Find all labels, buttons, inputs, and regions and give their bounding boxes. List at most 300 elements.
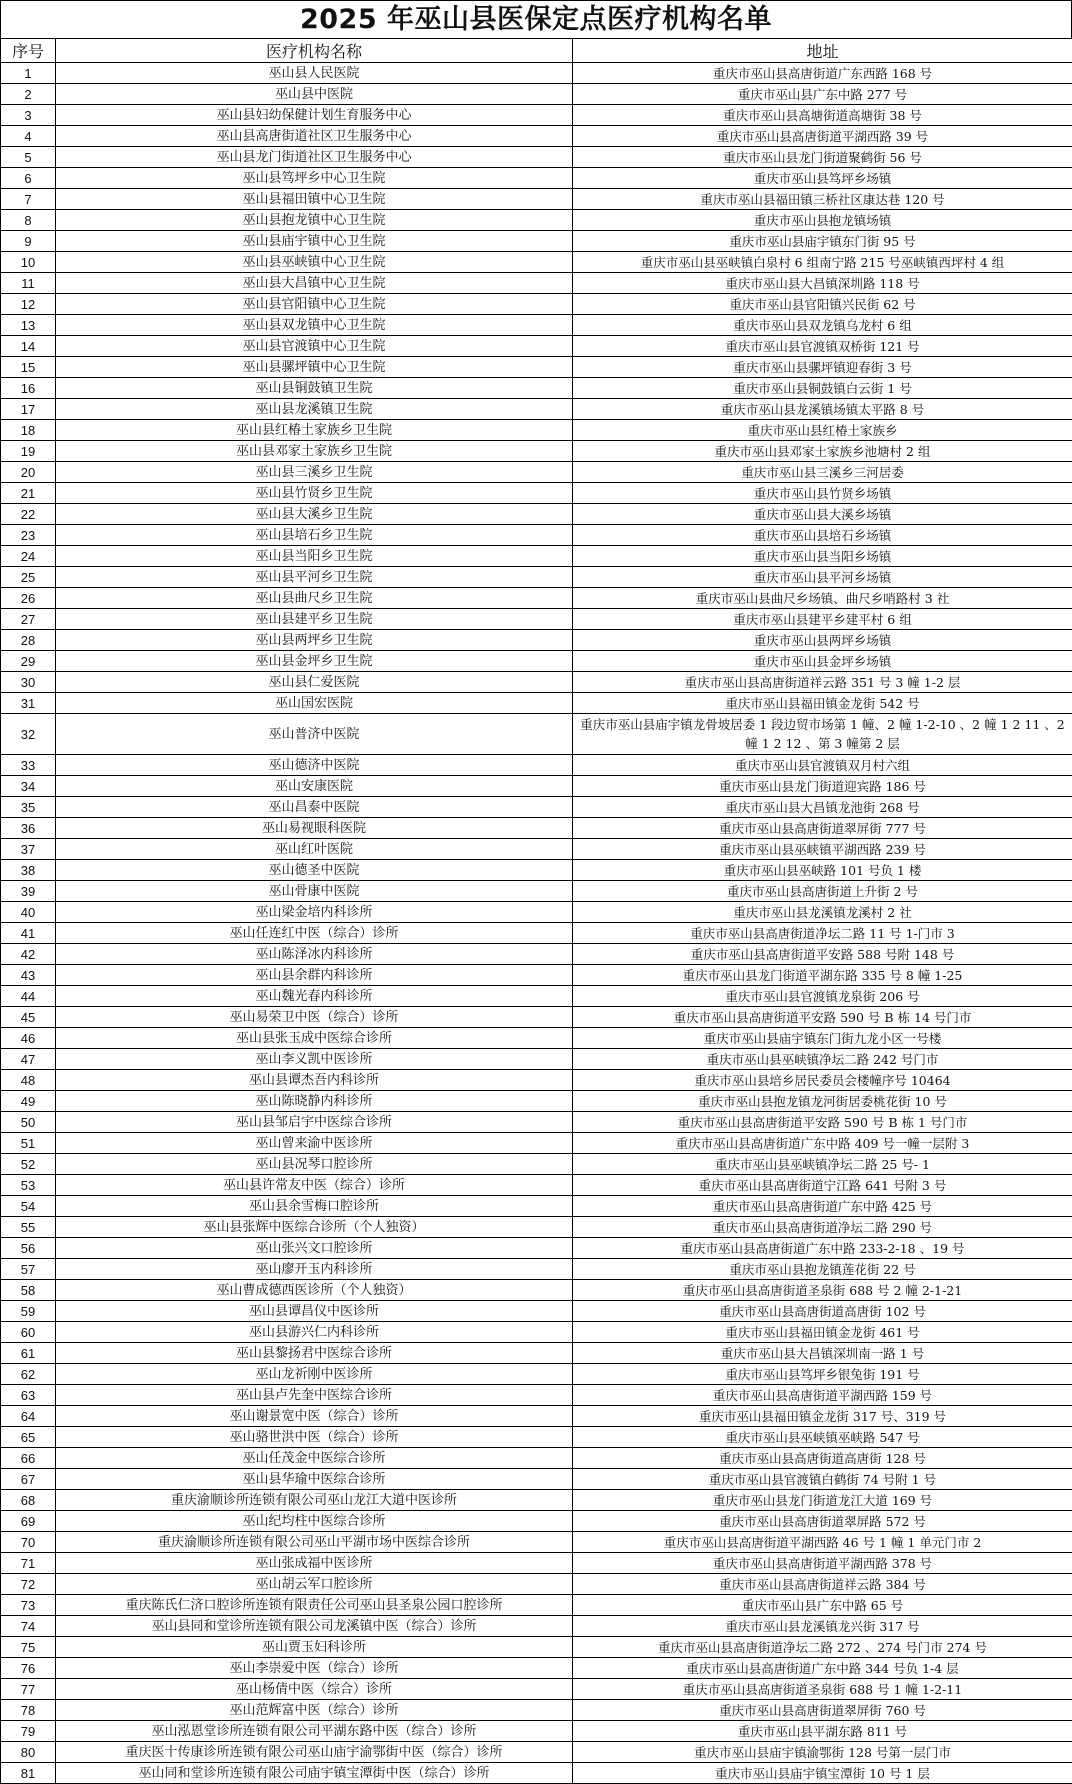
table-row: [1, 902, 1072, 923]
row-institution-name: 巫山县三溪乡卫生院: [56, 462, 573, 483]
row-address: 重庆市巫山县广东中路 277 号: [573, 84, 1072, 105]
row-number: 45: [1, 1007, 56, 1028]
table-row: [1, 483, 1072, 504]
table-row: [1, 1196, 1072, 1217]
row-number: 64: [1, 1406, 56, 1427]
row-number: 38: [1, 860, 56, 881]
table-row: [1, 1217, 1072, 1238]
row-address: 重庆市巫山县高唐街道净坛二路 290 号: [573, 1217, 1072, 1238]
row-address: 重庆市巫山县巫峡镇巫峡路 547 号: [573, 1427, 1072, 1448]
table-row: [1, 1070, 1072, 1091]
row-number: 12: [1, 294, 56, 315]
row-number: 22: [1, 504, 56, 525]
row-number: 1: [1, 63, 56, 84]
table-row: [1, 588, 1072, 609]
row-institution-name: 巫山县卢先奎中医综合诊所: [56, 1385, 573, 1406]
row-number: 66: [1, 1448, 56, 1469]
row-address: 重庆市巫山县龙门街道平湖东路 335 号 8 幢 1-25: [573, 965, 1072, 986]
header-address: 地址: [573, 39, 1072, 63]
row-address: 重庆市巫山县高唐街道广东西路 168 号: [573, 63, 1072, 84]
table-row: [1, 273, 1072, 294]
row-institution-name: 巫山县大溪乡卫生院: [56, 504, 573, 525]
table-row: [1, 1301, 1072, 1322]
row-address: 重庆市巫山县抱龙镇莲花街 22 号: [573, 1259, 1072, 1280]
row-institution-name: 巫山德圣中医院: [56, 860, 573, 881]
table-row: [1, 1406, 1072, 1427]
row-number: 35: [1, 797, 56, 818]
header-name: 医疗机构名称: [56, 39, 573, 63]
row-institution-name: 巫山贾玉妇科诊所: [56, 1637, 573, 1658]
row-number: 79: [1, 1721, 56, 1742]
row-institution-name: 重庆渝顺诊所连锁有限公司巫山龙江大道中医诊所: [56, 1490, 573, 1511]
table-row: [1, 1553, 1072, 1574]
row-address: 重庆市巫山县福田镇三桥社区康达巷 120 号: [573, 189, 1072, 210]
row-address: 重庆市巫山县官渡镇龙泉街 206 号: [573, 986, 1072, 1007]
row-address: 重庆市巫山县笃坪乡场镇: [573, 168, 1072, 189]
row-institution-name: 巫山县仁爱医院: [56, 672, 573, 693]
row-number: 26: [1, 588, 56, 609]
row-institution-name: 巫山县培石乡卫生院: [56, 525, 573, 546]
row-number: 8: [1, 210, 56, 231]
table-row: [1, 231, 1072, 252]
row-institution-name: 巫山龙祈刚中医诊所: [56, 1364, 573, 1385]
row-number: 9: [1, 231, 56, 252]
row-address: 重庆市巫山县庙宇镇东门街 95 号: [573, 231, 1072, 252]
table-row: [1, 1175, 1072, 1196]
row-number: 39: [1, 881, 56, 902]
table-row: [1, 1721, 1072, 1742]
table-row: [1, 147, 1072, 168]
row-number: 32: [1, 714, 56, 755]
document-title: 2025 年巫山县医保定点医疗机构名单: [0, 0, 1072, 38]
row-address: 重庆市巫山县高唐街道平湖西路 39 号: [573, 126, 1072, 147]
row-institution-name: 巫山泓恩堂诊所连锁有限公司平湖东路中医（综合）诊所: [56, 1721, 573, 1742]
row-number: 61: [1, 1343, 56, 1364]
row-address: 重庆市巫山县高唐街道上升街 2 号: [573, 881, 1072, 902]
table-row: [1, 860, 1072, 881]
table-row: [1, 252, 1072, 273]
row-institution-name: 巫山县金坪乡卫生院: [56, 651, 573, 672]
row-address: 重庆市巫山县高唐街道圣泉街 688 号 2 幢 2-1-21: [573, 1280, 1072, 1301]
table-row: [1, 839, 1072, 860]
row-number: 24: [1, 546, 56, 567]
table-row: [1, 944, 1072, 965]
row-address: 重庆市巫山县庙宇镇宝潭街 10 号 1 层: [573, 1763, 1072, 1784]
row-institution-name: 巫山县谭昌仪中医诊所: [56, 1301, 573, 1322]
row-number: 68: [1, 1490, 56, 1511]
row-address: 重庆市巫山县三溪乡三河居委: [573, 462, 1072, 483]
row-institution-name: 巫山任连红中医（综合）诊所: [56, 923, 573, 944]
row-institution-name: 巫山廖开玉内科诊所: [56, 1259, 573, 1280]
row-address: 重庆市巫山县官渡镇双桥街 121 号: [573, 336, 1072, 357]
row-number: 53: [1, 1175, 56, 1196]
row-number: 80: [1, 1742, 56, 1763]
row-institution-name: 巫山德济中医院: [56, 755, 573, 776]
row-number: 63: [1, 1385, 56, 1406]
row-institution-name: 巫山县况琴口腔诊所: [56, 1154, 573, 1175]
row-number: 57: [1, 1259, 56, 1280]
row-address: 重庆市巫山县巫峡路 101 号负 1 楼: [573, 860, 1072, 881]
row-institution-name: 重庆渝顺诊所连锁有限公司巫山平湖市场中医综合诊所: [56, 1532, 573, 1553]
row-address: 重庆市巫山县培乡居民委员会楼幢序号 10464: [573, 1070, 1072, 1091]
row-institution-name: 巫山魏光春内科诊所: [56, 986, 573, 1007]
row-institution-name: 巫山县两坪乡卫生院: [56, 630, 573, 651]
row-number: 28: [1, 630, 56, 651]
row-address: 重庆市巫山县抱龙镇场镇: [573, 210, 1072, 231]
table-row: [1, 1658, 1072, 1679]
row-address: 重庆市巫山县高唐街道广东中路 409 号一幢一层附 3: [573, 1133, 1072, 1154]
row-institution-name: 巫山县骡坪镇中心卫生院: [56, 357, 573, 378]
row-address: 重庆市巫山县龙门街道龙江大道 169 号: [573, 1490, 1072, 1511]
row-address: 重庆市巫山县高唐街道圣泉街 688 号 1 幢 1-2-11: [573, 1679, 1072, 1700]
row-address: 重庆市巫山县高唐街道翠屏街 777 号: [573, 818, 1072, 839]
row-number: 41: [1, 923, 56, 944]
row-number: 65: [1, 1427, 56, 1448]
table-row: [1, 1448, 1072, 1469]
row-address: 重庆市巫山县龙门街道迎宾路 186 号: [573, 776, 1072, 797]
table-row: [1, 1238, 1072, 1259]
row-address: 重庆市巫山县高唐街道平安路 590 号 B 栋 1 号门市: [573, 1112, 1072, 1133]
row-number: 75: [1, 1637, 56, 1658]
row-institution-name: 巫山李崇爱中医（综合）诊所: [56, 1658, 573, 1679]
row-address: 重庆市巫山县巫峡镇净坛二路 242 号门市: [573, 1049, 1072, 1070]
row-address: 重庆市巫山县高唐街道广东中路 425 号: [573, 1196, 1072, 1217]
table-row: [1, 986, 1072, 1007]
row-address: 重庆市巫山县高唐街道平湖西路 378 号: [573, 1553, 1072, 1574]
row-institution-name: 巫山曾来渝中医诊所: [56, 1133, 573, 1154]
row-address: 重庆市巫山县当阳乡场镇: [573, 546, 1072, 567]
row-institution-name: 巫山县人民医院: [56, 63, 573, 84]
row-address: 重庆市巫山县龙溪镇龙溪村 2 社: [573, 902, 1072, 923]
row-address: 重庆市巫山县龙门街道聚鹤街 56 号: [573, 147, 1072, 168]
row-institution-name: 巫山县余群内科诊所: [56, 965, 573, 986]
row-address: 重庆市巫山县大昌镇深圳路 118 号: [573, 273, 1072, 294]
row-address: 重庆市巫山县高唐街道平湖西路 46 号 1 幢 1 单元门市 2: [573, 1532, 1072, 1553]
row-institution-name: 巫山县余雪梅口腔诊所: [56, 1196, 573, 1217]
row-institution-name: 巫山杨倩中医（综合）诊所: [56, 1679, 573, 1700]
row-institution-name: 巫山县中医院: [56, 84, 573, 105]
row-institution-name: 巫山县官渡镇中心卫生院: [56, 336, 573, 357]
row-address: 重庆市巫山县官渡镇双月村六组: [573, 755, 1072, 776]
table-row: [1, 210, 1072, 231]
row-institution-name: 巫山县高唐街道社区卫生服务中心: [56, 126, 573, 147]
row-address: 重庆市巫山县平河乡场镇: [573, 567, 1072, 588]
table-row: [1, 168, 1072, 189]
row-address: 重庆市巫山县建平乡建平村 6 组: [573, 609, 1072, 630]
row-number: 74: [1, 1616, 56, 1637]
row-number: 62: [1, 1364, 56, 1385]
row-institution-name: 巫山红叶医院: [56, 839, 573, 860]
row-number: 14: [1, 336, 56, 357]
row-address: 重庆市巫山县金坪乡场镇: [573, 651, 1072, 672]
row-institution-name: 巫山县抱龙镇中心卫生院: [56, 210, 573, 231]
row-institution-name: 巫山县游兴仁内科诊所: [56, 1322, 573, 1343]
row-number: 48: [1, 1070, 56, 1091]
row-institution-name: 巫山同和堂诊所连锁有限公司庙宇镇宝潭街中医（综合）诊所: [56, 1763, 573, 1784]
row-institution-name: 巫山县平河乡卫生院: [56, 567, 573, 588]
row-address: 重庆市巫山县大溪乡场镇: [573, 504, 1072, 525]
table-row: [1, 1154, 1072, 1175]
row-address: 重庆市巫山县广东中路 65 号: [573, 1595, 1072, 1616]
row-institution-name: 巫山县同和堂诊所连锁有限公司龙溪镇中医（综合）诊所: [56, 1616, 573, 1637]
row-address: 重庆市巫山县龙溪镇场镇太平路 8 号: [573, 399, 1072, 420]
row-address: 重庆市巫山县铜鼓镇白云街 1 号: [573, 378, 1072, 399]
row-institution-name: 重庆医十传康诊所连锁有限公司巫山庙宇渝鄂街中医（综合）诊所: [56, 1742, 573, 1763]
row-number: 49: [1, 1091, 56, 1112]
table-row: [1, 294, 1072, 315]
row-number: 20: [1, 462, 56, 483]
table-row: [1, 797, 1072, 818]
row-institution-name: 巫山普济中医院: [56, 714, 573, 755]
row-address: 重庆市巫山县抱龙镇龙河街居委桃花街 10 号: [573, 1091, 1072, 1112]
table-row: [1, 441, 1072, 462]
row-address: 重庆市巫山县巫峡镇白泉村 6 组南宁路 215 号巫峡镇西坪村 4 组: [573, 252, 1072, 273]
row-institution-name: 巫山县曲尺乡卫生院: [56, 588, 573, 609]
row-address: 重庆市巫山县高唐街道平湖西路 159 号: [573, 1385, 1072, 1406]
row-number: 36: [1, 818, 56, 839]
row-address: 重庆市巫山县庙宇镇龙骨坡居委 1 段边贸市场第 1 幢、2 幢 1-2-10 、2 幢 1 2 11 、2 幢 1 2 12 、第 3 幢第 2 层: [573, 714, 1072, 755]
row-institution-name: 巫山陈泽冰内科诊所: [56, 944, 573, 965]
row-institution-name: 巫山张兴文口腔诊所: [56, 1238, 573, 1259]
table-row: [1, 1511, 1072, 1532]
table-row: [1, 462, 1072, 483]
table-row: [1, 1133, 1072, 1154]
row-address: 重庆市巫山县高唐街道祥云路 384 号: [573, 1574, 1072, 1595]
row-institution-name: 巫山陈晓静内科诊所: [56, 1091, 573, 1112]
row-address: 重庆市巫山县笃坪乡银兔街 191 号: [573, 1364, 1072, 1385]
row-number: 17: [1, 399, 56, 420]
table-row: [1, 315, 1072, 336]
row-address: 重庆市巫山县高唐街道广东中路 233-2-18 、19 号: [573, 1238, 1072, 1259]
row-number: 19: [1, 441, 56, 462]
row-number: 52: [1, 1154, 56, 1175]
table-row: [1, 105, 1072, 126]
row-institution-name: 巫山昌泰中医院: [56, 797, 573, 818]
row-address: 重庆市巫山县双龙镇乌龙村 6 组: [573, 315, 1072, 336]
table-row: [1, 630, 1072, 651]
row-address: 重庆市巫山县邓家土家族乡池塘村 2 组: [573, 441, 1072, 462]
table-row: [1, 776, 1072, 797]
row-number: 4: [1, 126, 56, 147]
row-address: 重庆市巫山县高唐街道宁江路 641 号附 3 号: [573, 1175, 1072, 1196]
row-number: 81: [1, 1763, 56, 1784]
table-row: [1, 546, 1072, 567]
table-row: [1, 1049, 1072, 1070]
row-institution-name: 巫山县官阳镇中心卫生院: [56, 294, 573, 315]
row-number: 2: [1, 84, 56, 105]
row-institution-name: 巫山县巫峡镇中心卫生院: [56, 252, 573, 273]
table-body: [1, 63, 1072, 1784]
table-row: [1, 693, 1072, 714]
row-address: 重庆市巫山县龙溪镇龙兴街 317 号: [573, 1616, 1072, 1637]
row-address: 重庆市巫山县平湖东路 811 号: [573, 1721, 1072, 1742]
row-number: 78: [1, 1700, 56, 1721]
row-institution-name: 巫山县笃坪乡中心卫生院: [56, 168, 573, 189]
row-address: 重庆市巫山县竹贤乡场镇: [573, 483, 1072, 504]
row-institution-name: 巫山纪均柱中医综合诊所: [56, 1511, 573, 1532]
row-institution-name: 巫山县黎扬君中医综合诊所: [56, 1343, 573, 1364]
row-number: 76: [1, 1658, 56, 1679]
table-row: [1, 357, 1072, 378]
table-row: [1, 1490, 1072, 1511]
row-institution-name: 巫山县龙溪镇卫生院: [56, 399, 573, 420]
row-institution-name: 巫山任茂金中医综合诊所: [56, 1448, 573, 1469]
table-row: [1, 504, 1072, 525]
table-row: [1, 189, 1072, 210]
row-number: 72: [1, 1574, 56, 1595]
row-number: 70: [1, 1532, 56, 1553]
row-number: 33: [1, 755, 56, 776]
row-address: 重庆市巫山县高唐街道翠屏路 572 号: [573, 1511, 1072, 1532]
row-number: 43: [1, 965, 56, 986]
row-address: 重庆市巫山县高唐街道祥云路 351 号 3 幢 1-2 层: [573, 672, 1072, 693]
table-header-row: [1, 39, 1072, 63]
row-institution-name: 巫山县邓家土家族乡卫生院: [56, 441, 573, 462]
row-institution-name: 巫山县双龙镇中心卫生院: [56, 315, 573, 336]
row-institution-name: 巫山县邹启宇中医综合诊所: [56, 1112, 573, 1133]
row-address: 重庆市巫山县高唐街道高唐街 102 号: [573, 1301, 1072, 1322]
row-number: 44: [1, 986, 56, 1007]
table-row: [1, 567, 1072, 588]
row-institution-name: 巫山县华瑜中医综合诊所: [56, 1469, 573, 1490]
row-number: 67: [1, 1469, 56, 1490]
row-institution-name: 巫山范辉富中医（综合）诊所: [56, 1700, 573, 1721]
row-institution-name: 巫山国宏医院: [56, 693, 573, 714]
row-institution-name: 巫山张成福中医诊所: [56, 1553, 573, 1574]
table-row: [1, 881, 1072, 902]
row-institution-name: 巫山谢景宽中医（综合）诊所: [56, 1406, 573, 1427]
row-number: 3: [1, 105, 56, 126]
institution-table: [0, 38, 1072, 1784]
table-row: [1, 1469, 1072, 1490]
table-row: [1, 1112, 1072, 1133]
row-number: 10: [1, 252, 56, 273]
row-address: 重庆市巫山县福田镇金龙街 542 号: [573, 693, 1072, 714]
row-institution-name: 巫山县张玉成中医综合诊所: [56, 1028, 573, 1049]
row-address: 重庆市巫山县高唐街道广东中路 344 号负 1-4 层: [573, 1658, 1072, 1679]
row-institution-name: 巫山胡云军口腔诊所: [56, 1574, 573, 1595]
row-address: 重庆市巫山县骡坪镇迎春街 3 号: [573, 357, 1072, 378]
row-number: 31: [1, 693, 56, 714]
table-row: [1, 1637, 1072, 1658]
table-row: [1, 1322, 1072, 1343]
table-row: [1, 965, 1072, 986]
table-row: [1, 1763, 1072, 1784]
row-address: 重庆市巫山县官阳镇兴民街 62 号: [573, 294, 1072, 315]
table-row: [1, 1364, 1072, 1385]
row-address: 重庆市巫山县高塘街道高塘街 38 号: [573, 105, 1072, 126]
row-number: 77: [1, 1679, 56, 1700]
row-institution-name: 巫山县张辉中医综合诊所（个人独资）: [56, 1217, 573, 1238]
row-address: 重庆市巫山县福田镇金龙街 317 号、319 号: [573, 1406, 1072, 1427]
row-institution-name: 巫山县许常友中医（综合）诊所: [56, 1175, 573, 1196]
row-address: 重庆市巫山县大昌镇龙池街 268 号: [573, 797, 1072, 818]
table-row: [1, 1700, 1072, 1721]
row-number: 55: [1, 1217, 56, 1238]
row-address: 重庆市巫山县庙宇镇东门街九龙小区一号楼: [573, 1028, 1072, 1049]
row-number: 71: [1, 1553, 56, 1574]
row-number: 59: [1, 1301, 56, 1322]
row-address: 重庆市巫山县培石乡场镇: [573, 525, 1072, 546]
table-row: [1, 818, 1072, 839]
row-address: 重庆市巫山县官渡镇白鹤街 74 号附 1 号: [573, 1469, 1072, 1490]
table-row: [1, 399, 1072, 420]
row-institution-name: 巫山县竹贤乡卫生院: [56, 483, 573, 504]
row-number: 51: [1, 1133, 56, 1154]
row-institution-name: 巫山县妇幼保健计划生育服务中心: [56, 105, 573, 126]
row-address: 重庆市巫山县巫峡镇净坛二路 25 号- 1: [573, 1154, 1072, 1175]
row-number: 6: [1, 168, 56, 189]
row-number: 11: [1, 273, 56, 294]
row-address: 重庆市巫山县高唐街道翠屏街 760 号: [573, 1700, 1072, 1721]
row-institution-name: 巫山骨康中医院: [56, 881, 573, 902]
table-row: [1, 1574, 1072, 1595]
table-row: [1, 1385, 1072, 1406]
row-address: 重庆市巫山县福田镇金龙街 461 号: [573, 1322, 1072, 1343]
row-number: 21: [1, 483, 56, 504]
row-number: 30: [1, 672, 56, 693]
row-number: 47: [1, 1049, 56, 1070]
row-number: 56: [1, 1238, 56, 1259]
row-institution-name: 巫山县龙门街道社区卫生服务中心: [56, 147, 573, 168]
table-row: [1, 714, 1072, 755]
table-row: [1, 923, 1072, 944]
table-row: [1, 755, 1072, 776]
row-institution-name: 巫山县福田镇中心卫生院: [56, 189, 573, 210]
table-row: [1, 1280, 1072, 1301]
row-number: 73: [1, 1595, 56, 1616]
row-number: 27: [1, 609, 56, 630]
table-row: [1, 1595, 1072, 1616]
row-address: 重庆市巫山县高唐街道高唐街 128 号: [573, 1448, 1072, 1469]
row-number: 15: [1, 357, 56, 378]
table-row: [1, 336, 1072, 357]
row-address: 重庆市巫山县高唐街道净坛二路 272 、274 号门市 274 号: [573, 1637, 1072, 1658]
row-number: 18: [1, 420, 56, 441]
row-address: 重庆市巫山县高唐街道平安路 588 号附 148 号: [573, 944, 1072, 965]
row-number: 54: [1, 1196, 56, 1217]
table-row: [1, 525, 1072, 546]
row-address: 重庆市巫山县巫峡镇平湖西路 239 号: [573, 839, 1072, 860]
row-number: 60: [1, 1322, 56, 1343]
table-row: [1, 1427, 1072, 1448]
row-number: 69: [1, 1511, 56, 1532]
row-institution-name: 巫山县建平乡卫生院: [56, 609, 573, 630]
row-institution-name: 巫山县庙宇镇中心卫生院: [56, 231, 573, 252]
row-institution-name: 巫山易荣卫中医（综合）诊所: [56, 1007, 573, 1028]
row-number: 13: [1, 315, 56, 336]
table-row: [1, 672, 1072, 693]
row-address: 重庆市巫山县高唐街道净坛二路 11 号 1-门市 3: [573, 923, 1072, 944]
table-row: [1, 63, 1072, 84]
header-no: 序号: [1, 39, 56, 63]
table-row: [1, 1343, 1072, 1364]
row-institution-name: 巫山县红椿土家族乡卫生院: [56, 420, 573, 441]
row-institution-name: 巫山易视眼科医院: [56, 818, 573, 839]
table-row: [1, 1091, 1072, 1112]
row-number: 25: [1, 567, 56, 588]
row-address: 重庆市巫山县庙宇镇渝鄂街 128 号第一层门市: [573, 1742, 1072, 1763]
row-institution-name: 巫山县铜鼓镇卫生院: [56, 378, 573, 399]
table-row: [1, 378, 1072, 399]
table-row: [1, 126, 1072, 147]
row-institution-name: 巫山县大昌镇中心卫生院: [56, 273, 573, 294]
row-number: 37: [1, 839, 56, 860]
row-number: 29: [1, 651, 56, 672]
row-number: 23: [1, 525, 56, 546]
row-institution-name: 巫山县谭杰吾内科诊所: [56, 1070, 573, 1091]
row-number: 40: [1, 902, 56, 923]
